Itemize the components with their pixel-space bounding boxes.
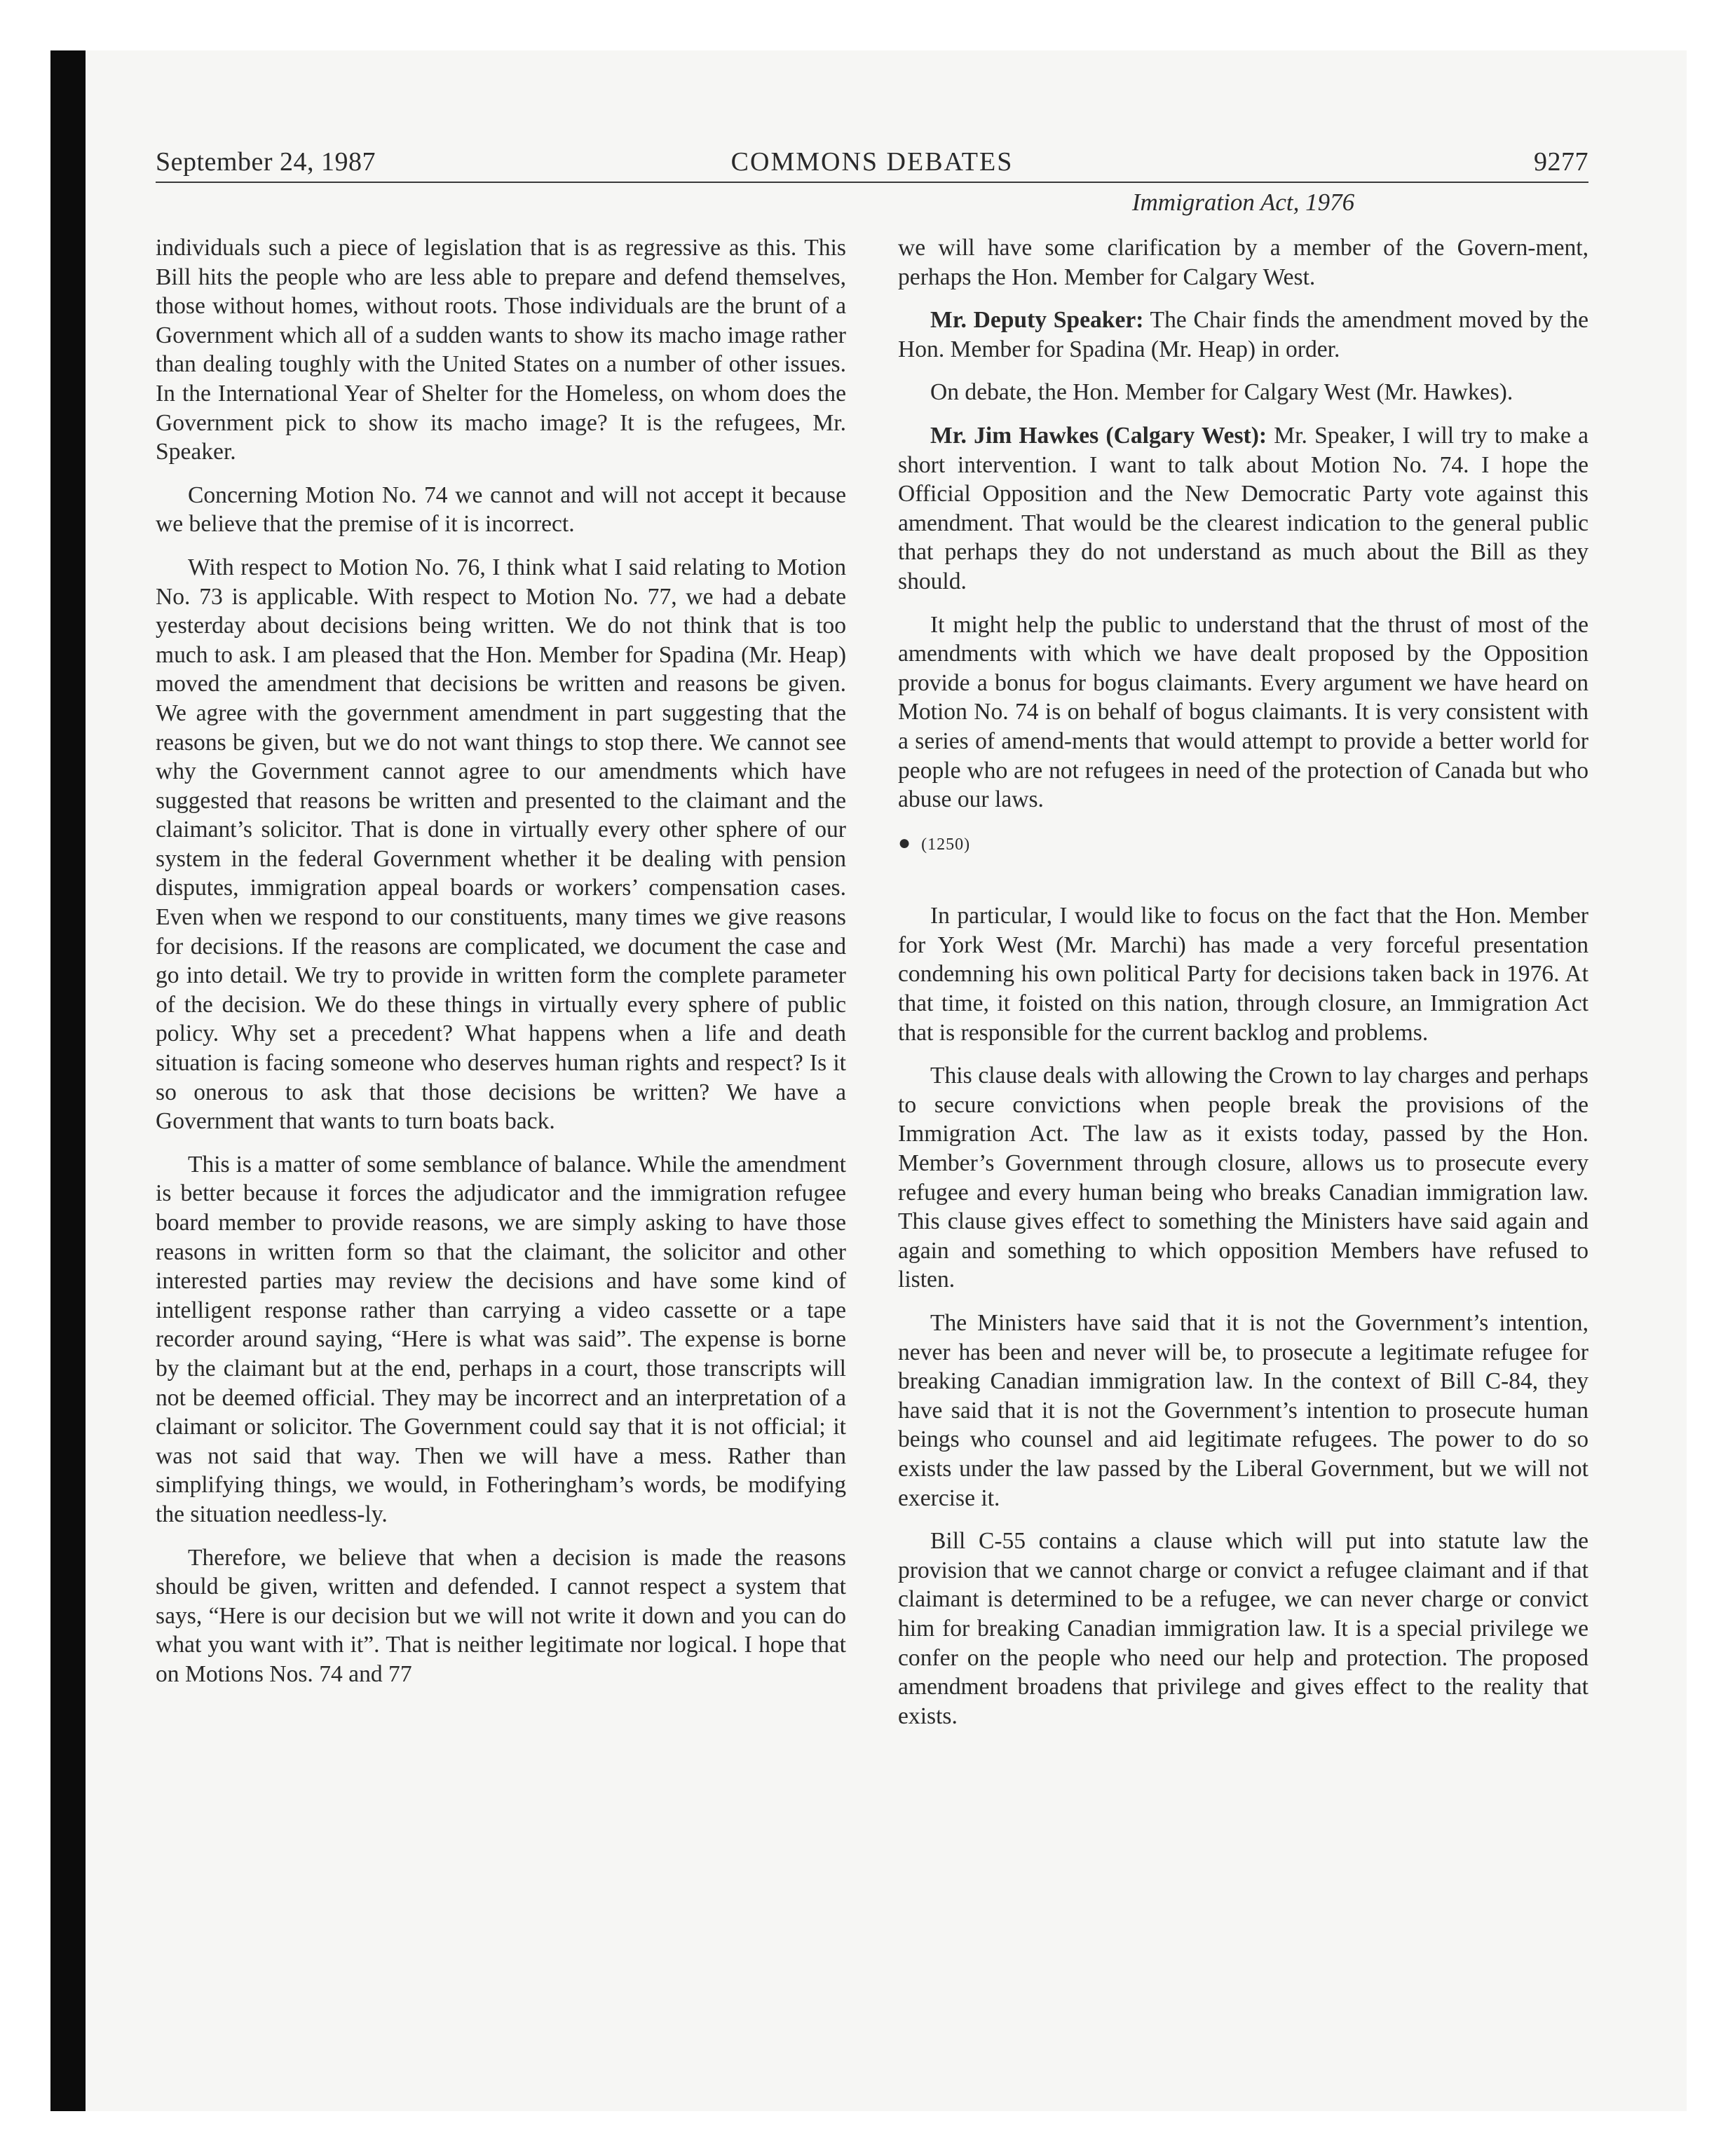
- paragraph: On debate, the Hon. Member for Calgary West (Mr. Hawkes).: [930, 379, 1513, 406]
- header-page-number: 9277: [1534, 147, 1588, 177]
- running-header: [156, 144, 1588, 183]
- paragraph: Therefore, we believe that when a decision is made the reasons should be given, written and defended. I cannot respect a system that says, “Here is our decision but we will not write it down and you can do what you want with it”. That is neither legitimate nor logical. I hope that on Motions Nos. 74 and 77: [156, 1544, 846, 1687]
- paragraph: we will have some clarification by a member of the Govern-ment, perhaps the Hon. Member for Calgary West.: [898, 235, 1588, 290]
- time-marker: [898, 828, 1588, 860]
- paragraph: [898, 306, 1588, 364]
- document-page: [156, 144, 1588, 1729]
- binding-edge: [50, 50, 86, 2111]
- speaker-name: Mr. Jim Hawkes (Calgary West):: [930, 422, 1267, 449]
- time-marker-label: (1250): [921, 835, 971, 854]
- left-column: [156, 233, 846, 1703]
- paragraph: individuals such a piece of legislation that is as regressive as this. This Bill hits the people who are less able to prepare and defend themselves, those without homes, without roots. Those individuals are the brunt of a Government which all of a sudden wants to show its macho image rather than dealing toughly with the United States on a number of other issues. In the International Year of Shelter for the Homeless, on whom does the Government pick to show its macho image? It is the refugees, Mr. Speaker.: [156, 235, 846, 465]
- paragraph: Bill C-55 contains a clause which will put into statute law the provision that we cannot charge or convict a refugee claimant and if that claimant is determined to be a refugee, we can never charge or convict him for breaking Canadian immigration law. It is a special privilege we confer on the people who need our help and protection. The proposed amendment broadens that privilege and gives effect to the reality that exists.: [898, 1528, 1588, 1729]
- paragraph: This is a matter of some semblance of balance. While the amendment is better because it forces the adjudicator and the immigration refugee board member to provide reasons, we are simply asking to have those reasons in written form so that the claimant, the solicitor and other interested parties may review the decisions and have some kind of intelligent response rather than carrying a video cassette or a tape recorder around saying, “Here is what was said”. The expense is borne by the claimant but at the end, perhaps in a court, those transcripts will not be deemed official. They may be incorrect and an interpretation of a claimant or solicitor. The Government could say that it is not official; it was not said that way. Then we will have a mess. Rather than simplifying things, we would, in Fotheringham’s words, be modifying the situation needless-ly.: [156, 1151, 846, 1527]
- paragraph: The Ministers have said that it is not the Government’s intention, never has been and never will be, to prosecute a legitimate refugee for breaking Canadian immigration law. In the context of Bill C-84, they have said that it is not the Government’s intention to prosecute human beings who counsel and aid legitimate refugees. The power to do so exists under the law passed by the Liberal Government, but we will not exercise it.: [898, 1310, 1588, 1511]
- speech-text: The Chair finds the amendment moved by the Hon. Member for Spadina (Mr. Heap) in order.: [898, 307, 1588, 362]
- header-date: September 24, 1987: [156, 147, 376, 177]
- bullet-icon: ●: [898, 831, 912, 854]
- paragraph: In particular, I would like to focus on the fact that the Hon. Member for York West (Mr. Marchi) has made a very forceful presentation condemning his own political Party for decisions taken back in 1976. At that time, it foisted on this nation, through closure, an Immigration Act that is responsible for the current backlog and problems.: [898, 903, 1588, 1046]
- section-heading: Immigration Act, 1976: [1131, 189, 1355, 216]
- paragraph: With respect to Motion No. 76, I think what I said relating to Motion No. 73 is applicable. With respect to Motion No. 77, we had a debate yesterday about decisions being written. We do not think that is too much to ask. I am pleased that the Hon. Member for Spadina (Mr. Heap) moved the amendment that decisions be written and reasons be given. We agree with the government amendment in part suggesting that the reasons be given, but we do not want things to stop there. We cannot see why the Government cannot agree to our amendments which have suggested that reasons be written and presented to the claimant and the claimant’s solicitor. That is done in virtually every other sphere of our system in the federal Government whether it be dealing with pension disputes, immigration appeal boards or workers’ compensation cases. Even when we respond to our constituents, many times we give reasons for decisions. If the reasons are complicated, we document the case and go into detail. We try to provide in written form the complete parameter of the decision. We do these things in virtually every sphere of public policy. Why set a precedent? What happens when a life and death situation is facing someone who deserves human rights and respect? Is it so onerous to ask that those decisions be written? We have a Government that wants to turn boats back.: [156, 554, 846, 1135]
- paragraph: Concerning Motion No. 74 we cannot and will not accept it because we believe that the premise of it is incorrect.: [156, 482, 846, 538]
- header-title: COMMONS DEBATES: [730, 147, 1014, 177]
- paragraph: [898, 421, 1588, 596]
- paragraph: This clause deals with allowing the Crown to lay charges and perhaps to secure convictions when people break the provisions of the Immigration Act. The law as it exists today, passed by the Hon. Member’s Government through closure, allows us to prosecute every refugee and every human being who breaks Canadian immigration law. This clause gives effect to something the Ministers have said again and again and something to which opposition Members have refused to listen.: [898, 1063, 1588, 1293]
- right-column: [898, 187, 1588, 1745]
- speaker-name: Mr. Deputy Speaker:: [930, 307, 1144, 334]
- paragraph: It might help the public to understand that the thrust of most of the amendments with which we have dealt proposed by the Opposition provide a bonus for bogus claimants. Every argument we have heard on Motion No. 74 is on behalf of bogus claimants. It is very consistent with a series of amend-ments that would attempt to provide a better world for people who are not refugees in need of the protection of Canada but who abuse our laws.: [898, 611, 1588, 813]
- speech-text: Mr. Speaker, I will try to make a short intervention. I want to talk about Motion No. 74. I hope the Official Opposition and the New Democratic Party vote against this amendment. That would be the clearest indication to the general public that perhaps they do not understand as much about the Bill as they should.: [898, 422, 1588, 594]
